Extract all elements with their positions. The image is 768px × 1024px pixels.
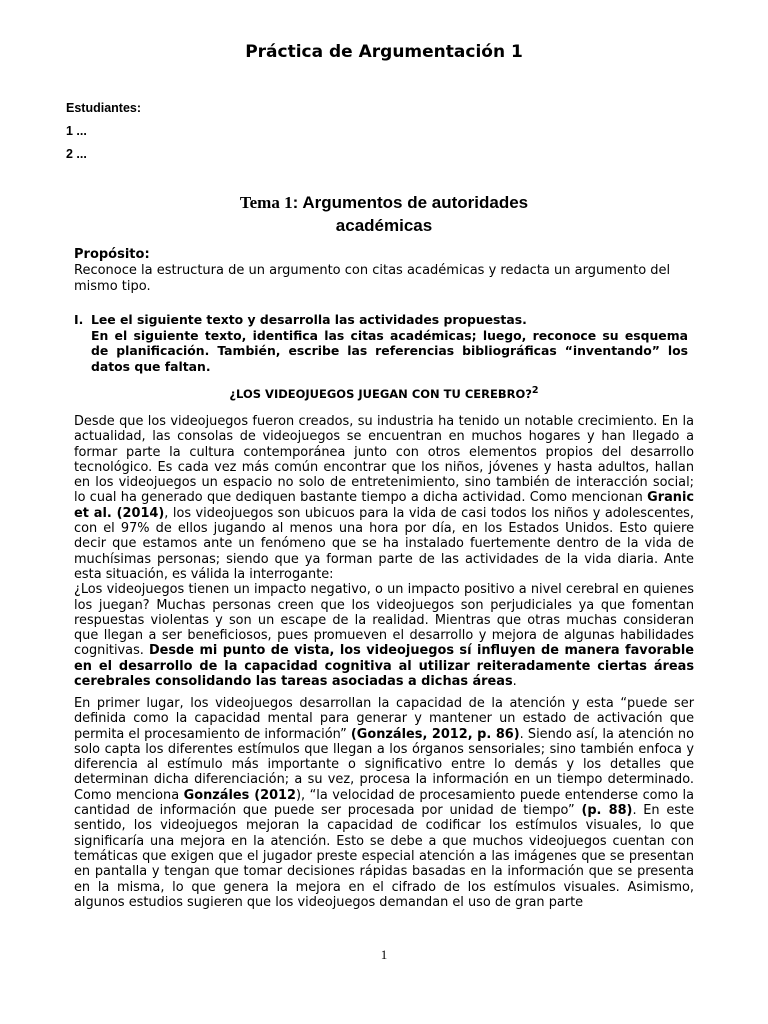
footnote-marker: 2 <box>531 385 539 396</box>
purpose-heading: Propósito: <box>74 247 150 262</box>
paragraph-1-text-a: Desde que los videojuegos fueron creados, su industria ha tenido un notable crecimiento. En la actualidad, las consolas de videojuegos se encuentran en muchos hogares y han llegado a formar parte la cultura contemporánea junto con otros elementos propios del desarrollo tecnológico. Es cada vez más común encontrar que los niños, jóvenes y hasta adultos, hallan en los videojuegos un espacio no solo de entretenimiento, sino también de interacción social; lo cual ha generado que dediquen bastante tiempo a dicha actividad. Como mencionan <box>74 414 694 506</box>
paragraph-1 <box>74 414 694 689</box>
citation-granic: Granic et al. (2014) <box>74 490 694 521</box>
topic-number: Tema 1 <box>239 193 293 212</box>
students-block <box>66 97 141 166</box>
essay-title-text: ¿LOS VIDEOJUEGOS JUEGAN CON TU CEREBRO? <box>229 386 532 401</box>
paragraph-2-text-a: En primer lugar, los videojuegos desarrollan la capacidad de la atención y esta “puede ser definida como la capacidad mental para generar y mantener un estado de activación que permita el procesamiento de información” <box>74 696 694 742</box>
page-number: 1 <box>380 947 388 962</box>
citation-gonzales-2012-p86: (Gonzáles, 2012, p. 86) <box>350 726 520 742</box>
instruction-block <box>74 312 688 374</box>
instruction-number: I. <box>74 312 84 327</box>
student-2: 2 ... <box>66 147 87 161</box>
paragraph-2-text-c: . Siendo así, la atención no solo capta los diferentes estímulos que llegan a los órganos sensoriales; sino también enfoca y diferencia al estímulo más importante o significativo entre lo demás y los detalles que determinan dicha diferenciación; a su vez, procesa la información en un tiempo determinado. Como menciona <box>74 726 694 803</box>
document-title: Práctica de Argumentación 1 <box>245 42 523 62</box>
topic-heading <box>0 191 768 237</box>
student-1: 1 ... <box>66 124 87 138</box>
topic-title: : Argumentos de autoridades <box>292 193 529 212</box>
paragraph-1-text-c: , los videojuegos son ubicuos para la vida de casi todos los niños y adolescentes, con el 97% de ellos jugando al menos una hora por día, en los Estados Unidos. Esto quiere decir que estamos ante un fenómeno que se ha instalado fuertemente dentro de la vida de muchísimas personas; siendo que ya forman parte de las actividades de la vida diaria. Ante esta situación, es válida la interrogante: <box>74 505 694 582</box>
paragraph-2 <box>74 696 694 910</box>
essay-title <box>0 385 768 401</box>
topic-heading-line-1 <box>0 191 768 214</box>
instruction-line-2: En el siguiente texto, identifica las citas académicas; luego, reconoce su esquema de planificación. También, escribe las referencias bibliográficas “inventando” los datos que faltan. <box>91 327 688 374</box>
paragraph-1-text-d: ¿Los videojuegos tienen un impacto negativo, o un impacto positivo a nivel cerebral en quienes los juegan? Muchas personas creen que los videojuegos son perjudiciales ya que fomentan respuestas violentas y son un escape de la realidad. Mientras que otras muchas consideran que llegan a ser beneficiosos, pues promueven el desarrollo y mejora de algunas habilidades cognitivas. <box>74 582 694 659</box>
purpose-block <box>74 247 699 295</box>
paragraph-1-text-f: . <box>512 674 517 690</box>
students-label: Estudiantes: <box>66 101 142 115</box>
thesis-statement: Desde mi punto de vista, los videojuegos sí influyen de manera favorable en el desarrollo de la capacidad cognitiva al utilizar reiteradamente ciertas áreas cerebrales consolidando las tareas asociadas a dichas áreas <box>74 643 695 690</box>
topic-title-line-2: académicas <box>335 216 433 235</box>
citation-gonzales-2012: Gonzáles (2012 <box>183 787 296 803</box>
instruction-line-1: Lee el siguiente texto y desarrolla las actividades propuestas. <box>91 312 527 327</box>
citation-p88: (p. 88) <box>581 803 633 819</box>
paragraph-2-text-e: ), “la velocidad de procesamiento puede entenderse como la cantidad de información que puede ser procesada por unidad de tiempo” <box>74 787 694 819</box>
purpose-text: Reconoce la estructura de un argumento con citas académicas y redacta un argumento del mismo tipo. <box>74 263 671 294</box>
paragraph-2-text-g: . En este sentido, los videojuegos mejoran la capacidad de codificar los estímulos visuales, lo que significaría una mejora en la atención. Esto se debe a que muchos videojuegos cuentan con temáticas que exigen que el jugador preste especial atención a las imágenes que se presentan en pantalla y tengan que tomar decisiones rápidas basadas en la información que se presenta en la misma, lo que genera la mejora en el cifrado de los estímulos visuales. Asimismo, algunos estudios sugieren que los videojuegos demandan el uso de gran parte <box>74 803 694 910</box>
